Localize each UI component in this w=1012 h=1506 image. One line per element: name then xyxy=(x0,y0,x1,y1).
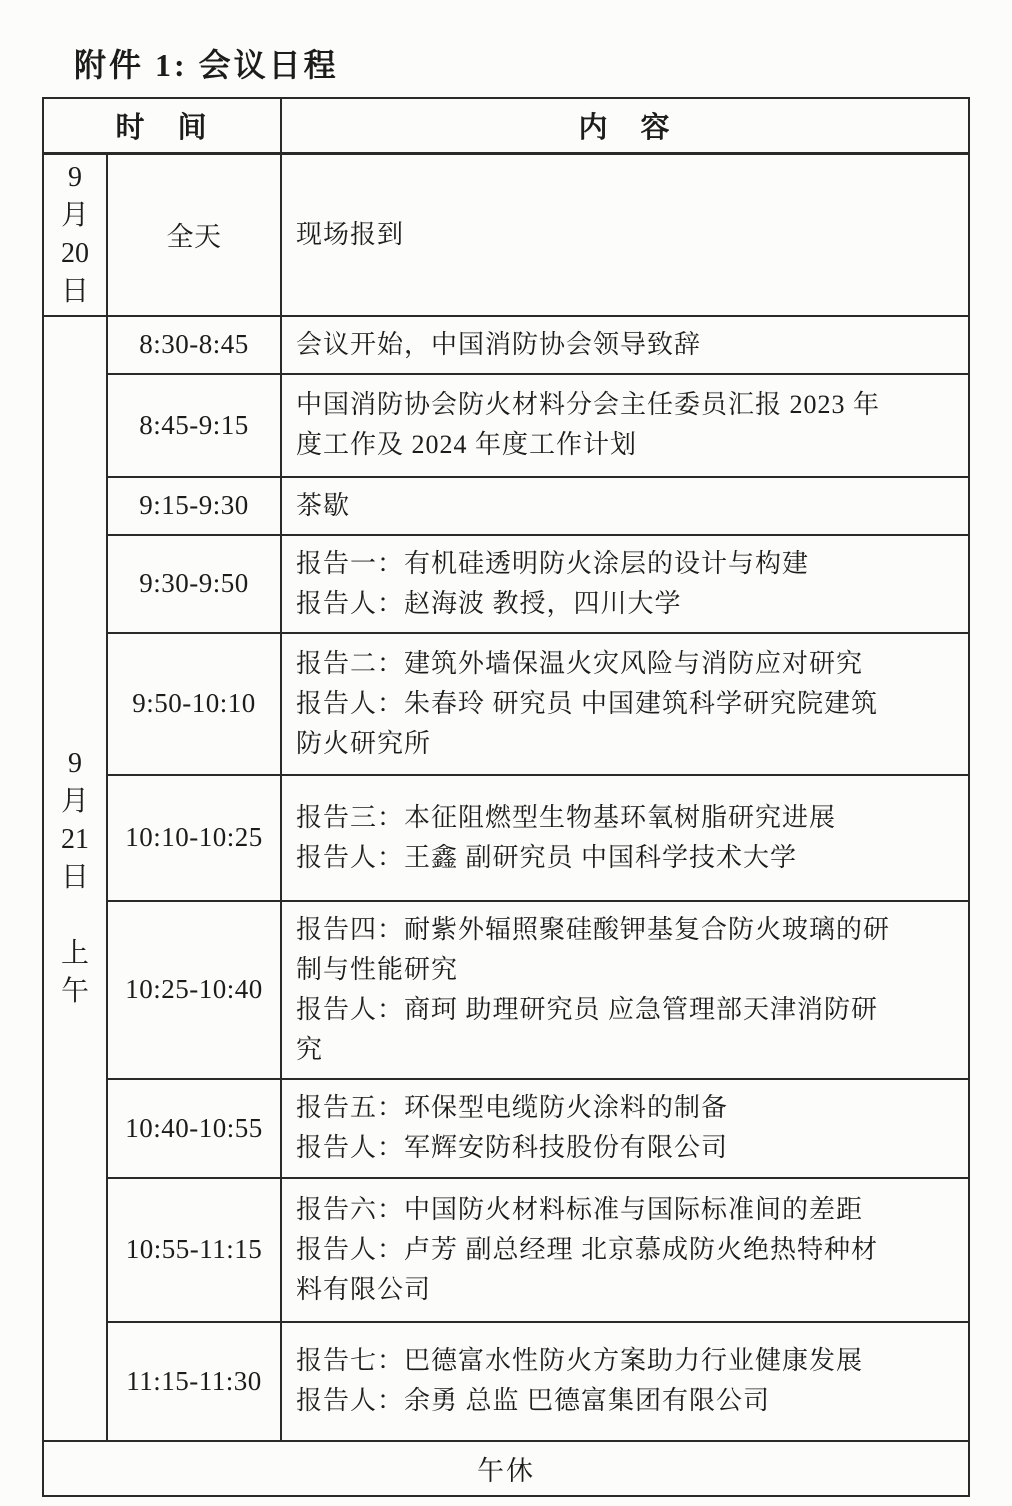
table-row xyxy=(43,316,969,374)
time-cell: 8:45-9:15 xyxy=(107,374,281,477)
table-row xyxy=(43,1079,969,1178)
date-cell-sep20 xyxy=(43,153,107,316)
table-header-row xyxy=(43,98,969,153)
content-line: 报告人：余勇 总监 巴德富集团有限公司 xyxy=(296,1386,771,1415)
content-cell xyxy=(281,316,969,374)
content-cell xyxy=(281,775,969,901)
date-line: 月 xyxy=(60,199,89,231)
table-row xyxy=(43,775,969,901)
content-line: 报告二：建筑外墙保温火灾风险与消防应对研究 xyxy=(296,648,864,678)
content-column-header: 内 容 xyxy=(281,98,969,153)
time-cell: 9:50-10:10 xyxy=(107,633,281,775)
content-line: 现场报到 xyxy=(296,219,405,249)
lunch-cell: 午休 xyxy=(43,1441,969,1496)
table-row xyxy=(43,535,969,633)
content-line: 报告人：卢芳 副总经理 北京慕成防火绝热特种材料有限公司 xyxy=(296,1234,879,1304)
time-cell: 10:25-10:40 xyxy=(107,901,281,1079)
content-line: 报告人：赵海波 教授，四川大学 xyxy=(296,588,682,618)
content-line: 报告六：中国防火材料标准与国际标准间的差距 xyxy=(296,1194,864,1224)
date-line: 21 xyxy=(61,824,89,855)
content-cell xyxy=(281,153,969,316)
content-line: 报告四：耐紫外辐照聚硅酸钾基复合防火玻璃的研制与性能研究 xyxy=(296,914,891,984)
content-line: 报告人：商珂 助理研究员 应急管理部天津消防研究 xyxy=(296,994,879,1064)
date-line: 上 xyxy=(60,938,89,969)
content-line: 报告人：王鑫 副研究员 中国科学技术大学 xyxy=(296,842,798,872)
content-cell xyxy=(281,374,969,477)
date-line: 午 xyxy=(60,976,89,1007)
date-cell-sep21-morning xyxy=(43,316,107,1441)
content-line: 报告五：环保型电缆防火涂料的制备 xyxy=(296,1093,729,1122)
table-row xyxy=(43,1178,969,1322)
time-cell: 10:10-10:25 xyxy=(107,775,281,901)
time-cell: 10:40-10:55 xyxy=(107,1079,281,1178)
schedule-table xyxy=(42,97,970,1497)
date-line: 日 xyxy=(60,275,89,307)
time-cell: 9:30-9:50 xyxy=(107,535,281,633)
content-line: 报告七：巴德富水性防火方案助力行业健康发展 xyxy=(296,1346,864,1375)
content-cell xyxy=(281,1079,969,1178)
page-title: 附件 1: 会议日程 xyxy=(74,47,339,83)
time-column-header: 时 间 xyxy=(43,98,281,153)
content-line: 报告三：本征阻燃型生物基环氧树脂研究进展 xyxy=(296,802,837,832)
table-row xyxy=(43,633,969,775)
content-cell xyxy=(281,535,969,633)
time-cell: 9:15-9:30 xyxy=(107,477,281,535)
table-row-lunch xyxy=(43,1441,969,1496)
table-row xyxy=(43,901,969,1079)
table-row xyxy=(43,477,969,535)
table-row-sep20 xyxy=(43,153,969,316)
table-row xyxy=(43,374,969,477)
date-line: 日 xyxy=(60,862,89,893)
content-cell xyxy=(281,1322,969,1441)
content-line: 报告一：有机硅透明防火涂层的设计与构建 xyxy=(296,548,810,578)
content-line: 茶歇 xyxy=(296,490,351,520)
time-cell: 10:55-11:15 xyxy=(107,1178,281,1322)
content-line: 中国消防协会防火材料分会主任委员汇报 2023 年度工作及 2024 年度工作计划 xyxy=(296,390,881,459)
time-cell: 11:15-11:30 xyxy=(107,1322,281,1441)
date-line: 9 xyxy=(68,748,82,779)
content-line: 会议开始，中国消防协会领导致辞 xyxy=(296,329,702,359)
date-line: 20 xyxy=(61,237,89,269)
date-line: 9 xyxy=(68,161,82,193)
content-line: 报告人：朱春玲 研究员 中国建筑科学研究院建筑防火研究所 xyxy=(296,688,879,758)
time-cell: 全天 xyxy=(107,153,281,316)
content-cell xyxy=(281,477,969,535)
content-cell xyxy=(281,633,969,775)
content-cell xyxy=(281,901,969,1079)
time-cell: 8:30-8:45 xyxy=(107,316,281,374)
content-line: 报告人：军辉安防科技股份有限公司 xyxy=(296,1133,729,1162)
content-cell xyxy=(281,1178,969,1322)
table-row xyxy=(43,1322,969,1441)
date-line: 月 xyxy=(60,786,89,817)
